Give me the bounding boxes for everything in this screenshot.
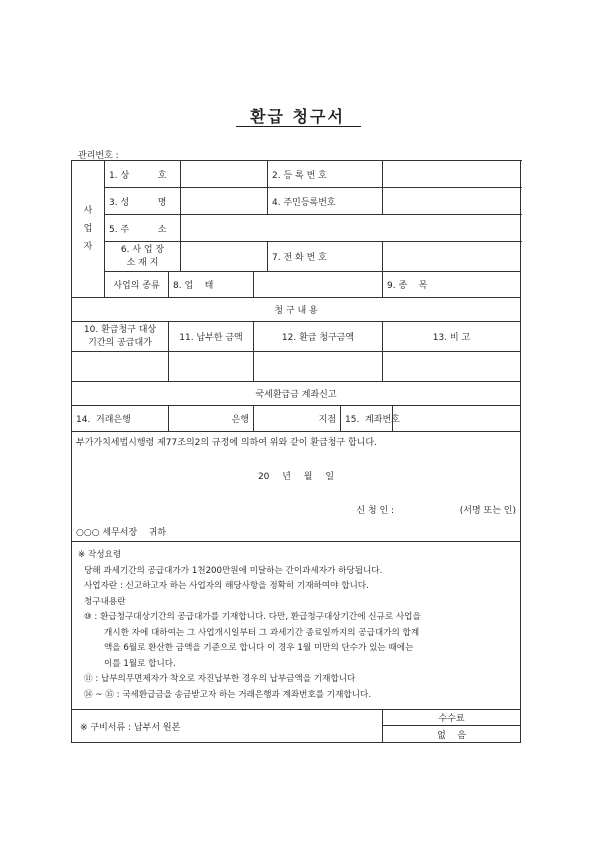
business-location-field[interactable] [181, 242, 268, 272]
paid-amount-field[interactable] [169, 352, 254, 382]
address-field[interactable] [181, 215, 521, 242]
address-label: 5. 주 소 [105, 215, 181, 242]
declaration-statement: 부가가치세법시행령 제77조의2의 규정에 의하여 위와 같이 환급청구 합니다. [76, 437, 377, 448]
declaration-date: 20 년 월 일 [257, 471, 335, 482]
resident-number-field[interactable] [383, 188, 521, 215]
company-name-label: 1. 상 호 [105, 161, 181, 188]
claim-section-title: 청 구 내 용 [72, 298, 521, 322]
guide-line: 액을 6월로 환산한 금액을 기준으로 합니다 이 경우 1월 미만의 단수가 있는 때에는 [104, 643, 414, 653]
form-title: 환급 청구서 [250, 107, 345, 126]
registration-number-field[interactable] [383, 161, 521, 188]
registration-number-label: 2. 등 록 번 호 [268, 161, 383, 188]
business-category-label: 8. 업 태 [169, 272, 254, 298]
business-item-label: 9. 종 목 [383, 272, 521, 298]
refund-claim-amount-header: 12. 환급 청구금액 [254, 322, 383, 352]
fee-label: 수수료 [383, 710, 521, 726]
account-section-title: 국세환급금 계좌신고 [72, 382, 521, 406]
management-number-label: 관리번호 : [78, 151, 119, 161]
guide-line: 사업자란 : 신고하고자 하는 사업자의 해당사항을 정확히 기재하여야 합니다. [84, 581, 369, 591]
remarks-header: 13. 비 고 [383, 322, 521, 352]
guide-line: 당해 과세기간의 공급대가가 1천200만원에 미달하는 간이과세자가 하당됩니다. [84, 565, 383, 576]
bank-label: 14. 거래은행 [72, 406, 169, 432]
signature-note: (서명 또는 인) [459, 505, 517, 516]
company-name-field[interactable] [181, 161, 268, 188]
applicant-signature-line [76, 504, 516, 518]
addressee: ○○○ 세무서장 귀하 [76, 527, 167, 538]
resident-number-label: 4. 주민등록번호 [268, 188, 383, 215]
guide-line: 이를 1월로 합니다. [104, 658, 176, 669]
business-side-label: 사 업 자 [72, 161, 105, 298]
claim-target-period-header: 10. 환급청구 대상 기간의 공급대가 [72, 322, 169, 352]
branch-unit-label: 지점 [318, 415, 337, 425]
remarks-field[interactable] [383, 352, 521, 382]
branch-name-field[interactable] [254, 406, 341, 432]
guide-line: ⑭ ~ ⑮ : 국세환급금을 송금받고자 하는 거래은행과 계좌번호를 기재합니다. [84, 689, 372, 700]
declaration-block [72, 432, 521, 542]
business-location-label: 6. 사 업 장 소 재 지 [105, 242, 181, 272]
fee-value: 없 음 [383, 726, 521, 743]
bank-name-field[interactable] [169, 406, 254, 432]
guide-line: ⑪ : 납부의무면제자가 착오로 자진납부한 경우의 납부금액을 기재합니다 [84, 674, 356, 684]
account-number-label: 15. 계좌번호 [341, 406, 393, 432]
business-category-field[interactable] [254, 272, 383, 298]
title-underline [236, 126, 361, 127]
phone-label: 7. 전 화 번 호 [268, 242, 383, 272]
guide-heading: ※ 작성요령 [78, 550, 122, 560]
writing-guide [72, 542, 521, 710]
guide-line: ⑩ : 환급청구대상기간의 공급대가를 기재합니다. 다만, 환급청구대상기간에 신규로 사업을 [84, 612, 421, 622]
business-type-label: 사업의 종류 [105, 272, 169, 298]
guide-line: 청구내용란 [84, 596, 126, 607]
refund-claim-form [71, 160, 521, 743]
applicant-label: 신 청 인 : [356, 505, 395, 516]
representative-name-label: 3. 성 명 [105, 188, 181, 215]
required-documents: ※ 구비서류 : 납부서 원본 [72, 710, 383, 743]
paid-amount-header: 11. 납부한 금액 [169, 322, 254, 352]
account-number-field[interactable] [393, 406, 521, 432]
claim-target-period-field[interactable] [72, 352, 169, 382]
representative-name-field[interactable] [181, 188, 268, 215]
guide-line: 개시한 자에 대하여는 그 사업개시일부터 그 과세기간 종료일까지의 공급대가의 합계 [104, 627, 420, 638]
refund-claim-amount-field[interactable] [254, 352, 383, 382]
bank-unit-label: 은행 [231, 415, 250, 425]
phone-field[interactable] [383, 242, 521, 272]
